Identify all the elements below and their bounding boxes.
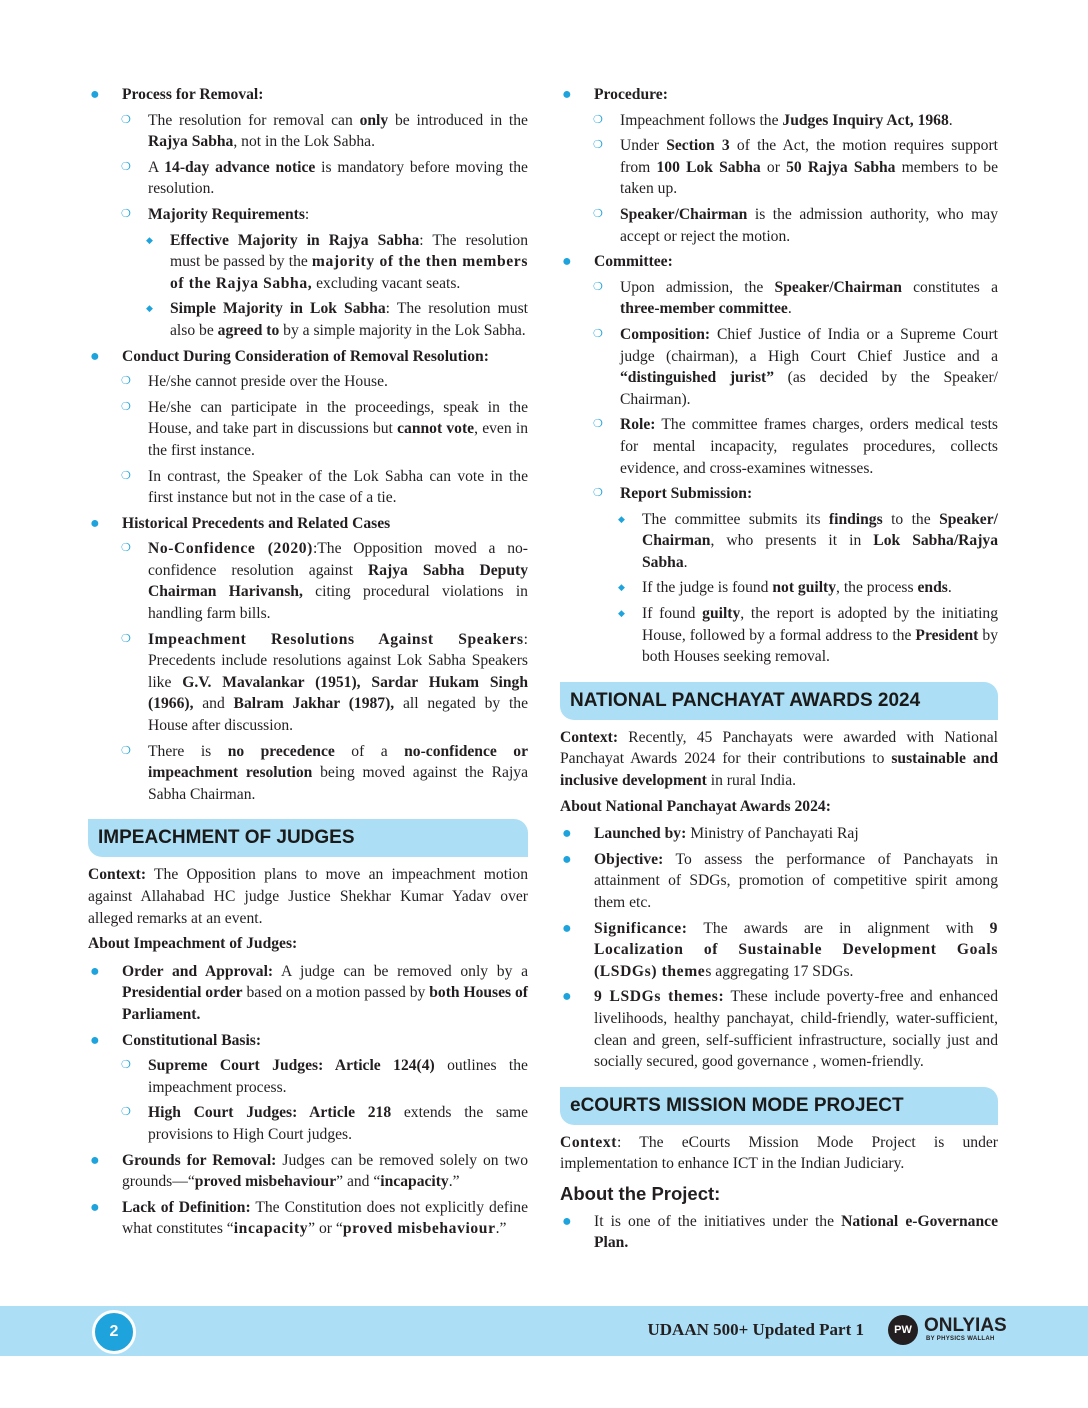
text-bold: Simple Majority in Lok Sabha (170, 300, 386, 318)
bullet-marker: ◆ (618, 582, 625, 593)
list-item (560, 110, 998, 132)
bullet-marker: ◆ (618, 513, 625, 524)
text-bold: Order and Approval: (122, 962, 274, 980)
text-bold: only (359, 111, 389, 129)
text: The awards are in alignment with (687, 919, 990, 937)
bullet-initiative (560, 1211, 998, 1254)
text: There is (148, 742, 228, 760)
bullet-conduct (88, 346, 528, 368)
text: The Opposition plans to move an impeachment motion against Allahabad HC judge Justice Shekhar Kumar Yadav over alleged remarks at an event. (88, 866, 528, 927)
text-bold: About National Panchayat Awards 2024: (560, 797, 831, 815)
text-bold: 50 Rajya Sabha (786, 158, 896, 176)
text: These include poverty-free and enhanced livelihoods, healthy panchayat, child-friendly, water-sufficient, clean and green, self-sufficient infrastructure, socially just and socially secured, good governance , women-friendly. (594, 988, 998, 1071)
subsection-title: Procedure: (594, 86, 668, 103)
onlyias-logo (888, 1315, 1007, 1347)
footer-title: UDAAN 500+ Updated Part 1 (647, 1320, 864, 1339)
page-number-badge: 2 (92, 1310, 136, 1354)
subsection-title: Process for Removal: (122, 86, 264, 103)
text: of a (334, 742, 405, 760)
section-heading-panchayat: NATIONAL PANCHAYAT AWARDS 2024 (560, 682, 998, 720)
text: : Precedents include resolutions against Lok Sabha Speakers like (148, 630, 528, 691)
text: : The resolution must be passed by the (170, 231, 528, 271)
bullet-marker: ❍ (593, 207, 603, 220)
about-heading (560, 796, 998, 818)
list-item (88, 371, 528, 393)
text-bold: Speaker/ Chairman (642, 510, 998, 550)
text: The resolution for removal can (148, 111, 360, 129)
text: of the Act, the motion requires support from (620, 137, 998, 176)
text: , even in the first instance. (148, 420, 528, 459)
bullet-procedure (560, 84, 998, 106)
bullet-marker: ❍ (121, 207, 131, 220)
text-bold: Effective Majority in Rajya Sabha (170, 231, 420, 249)
text: citing procedural violations in handling farm bills. (148, 583, 528, 623)
bullet-lack-definition (88, 1197, 528, 1240)
section-heading-ecourts: eCOURTS MISSION MODE PROJECT (560, 1087, 998, 1125)
bullet-order (88, 961, 528, 1026)
text: by a simple majority in the Lok Sabha. (279, 321, 526, 339)
text-bold: President (915, 626, 979, 644)
text-bold: 9 Localization of Sustainable Development Goals (LSDGs) theme (594, 919, 998, 980)
text: A (148, 158, 165, 176)
text-bold: Majority Requirements (148, 205, 305, 223)
list-item (88, 1055, 528, 1098)
list-item (560, 414, 998, 479)
text-bold: ends (917, 579, 948, 597)
context-paragraph (88, 864, 528, 929)
bullet-marker: ● (562, 919, 572, 937)
bullet-themes (560, 986, 998, 1072)
text: Under (620, 137, 667, 155)
text: , who presents it in (710, 532, 874, 550)
text-bold: not guilty (772, 579, 837, 597)
text-bold: “distinguished jurist” (620, 369, 775, 387)
text: The Constitution does not explicitly define what constitutes “ (122, 1198, 528, 1238)
text-bold: guilty (702, 605, 741, 623)
text: To assess the performance of Panchayats in attainment of SDGs, promotion of competitive spirit among them etc. (594, 850, 998, 911)
list-item (88, 538, 528, 624)
text-bold: Report Submission: (620, 485, 753, 503)
context-label: Context: (560, 728, 619, 746)
bullet-marker: ● (562, 1212, 572, 1230)
text-bold: 100 Lok Sabha (656, 158, 761, 176)
text-bold: Speaker/Chairman (774, 278, 902, 296)
text-bold: Objective: (594, 850, 664, 868)
list-item (88, 110, 528, 153)
text: Upon admission, the (620, 278, 775, 296)
list-item (560, 135, 998, 200)
about-heading (88, 933, 528, 955)
text: It is one of the initiatives under the (594, 1212, 842, 1230)
subsection-title: Constitutional Basis: (122, 1031, 262, 1049)
text: , the report is adopted by the initiating House, followed by a formal address to the (642, 605, 998, 644)
text-bold: Composition: (620, 325, 711, 343)
text: :The Opposition moved a no-confidence resolution against (148, 540, 528, 579)
text: in rural India. (706, 772, 797, 790)
subsection-title: Committee: (594, 253, 673, 271)
bullet-marker: ❍ (121, 160, 131, 173)
bullet-marker: ❍ (593, 487, 603, 500)
text: : The eCourts Mission Mode Project is under implementation to enhance ICT in the Indian Judiciary. (560, 1133, 998, 1173)
bullet-marker: ❍ (593, 139, 603, 152)
text: : The resolution must also be (170, 300, 529, 339)
bullet-removal-process (88, 84, 528, 106)
sub-list-item (560, 577, 998, 599)
pw-logo-icon: PW (888, 1315, 918, 1345)
bullet-marker: ● (90, 86, 100, 103)
text: Ministry of Panchayati Raj (686, 825, 859, 843)
text-bold: 9 LSDGs themes: (594, 988, 725, 1006)
text: He/she cannot preside over the House. (148, 373, 388, 391)
text-bold: Judges Inquiry Act, 1968 (782, 111, 949, 129)
bullet-marker: ❍ (121, 375, 131, 388)
sub-list-item (88, 298, 528, 341)
text-bold: proved misbehaviour (194, 1173, 337, 1191)
section-heading-impeachment: IMPEACHMENT OF JUDGES (88, 819, 528, 857)
text-bold: no precedence (227, 742, 335, 760)
text: If found (642, 605, 703, 623)
bullet-significance (560, 918, 998, 983)
text-bold: sustainable and inclusive development (560, 750, 998, 790)
text-bold: Launched by: (594, 825, 687, 843)
text: . (787, 300, 792, 318)
bullet-marker: ❍ (121, 744, 131, 757)
bullet-marker: ● (562, 988, 572, 1006)
text: Recently, 45 Panchayats were awarded with National Panchayat Awards 2024 for their contributions to (560, 728, 998, 768)
text: The committee frames charges, orders medical tests for mental incapacity, regulates procedures, collects evidence, and cross-examines witnesses. (620, 416, 998, 477)
left-column (88, 84, 528, 1244)
context-paragraph (560, 727, 998, 792)
list-item (88, 741, 528, 806)
text-bold: Lok Sabha/Rajya Sabha (642, 532, 998, 571)
context-label: Context: (88, 866, 147, 884)
bullet-marker: ◆ (146, 234, 153, 245)
text-bold: No-Confidence (2020) (148, 540, 313, 558)
bullet-marker: ● (562, 850, 572, 868)
bullet-marker: ● (90, 347, 100, 365)
text-bold: both Houses of Parliament. (122, 984, 528, 1023)
text: , not in the Lok Sabha. (233, 133, 375, 151)
text-bold: majority of the then members of the Rajya Sabha, (170, 253, 528, 292)
context-paragraph (560, 1132, 998, 1175)
text: members to be taken up. (620, 158, 999, 198)
bullet-marker: ● (90, 1031, 100, 1049)
text: extends the same provisions to High Court judges. (148, 1104, 529, 1143)
bullet-launched (560, 823, 998, 845)
text-bold: Balram Jakhar (1987), (233, 695, 395, 713)
text: constitutes a (901, 278, 998, 296)
context-label: Context (560, 1133, 618, 1151)
text: being moved against the Rajya Sabha Chairman. (148, 764, 528, 803)
text: excluding vacant seats. (312, 274, 461, 292)
text: , the process (836, 579, 918, 597)
text-bold: Supreme Court Judges: Article 124(4) (148, 1057, 435, 1075)
text: He/she can participate in the proceedings, speak in the House, and take part in discussions but (148, 398, 528, 438)
bullet-objective (560, 849, 998, 914)
text-bold: Role: (620, 416, 656, 434)
text: A judge can be removed only by a (273, 962, 528, 980)
text: : (304, 205, 310, 223)
text: . (947, 579, 952, 597)
logo-subtext: BY PHYSICS WALLAH (926, 1336, 995, 1342)
list-item (88, 629, 528, 737)
bullet-grounds (88, 1150, 528, 1193)
text: . (948, 111, 953, 129)
list-item (88, 466, 528, 509)
list-item (560, 483, 998, 505)
bullet-marker: ● (562, 253, 572, 271)
bullet-marker: ❍ (121, 632, 131, 645)
text: .” (495, 1220, 507, 1238)
list-item (88, 157, 528, 200)
text: to the (882, 510, 940, 528)
text-bold: incapacity (233, 1220, 309, 1238)
text-bold: Speaker/Chairman (620, 205, 748, 223)
text: ” or “ (308, 1220, 343, 1238)
text-bold: three-member committee (620, 300, 788, 318)
text-bold: Impeachment Resolutions Against Speakers (148, 630, 524, 648)
bullet-marker: ❍ (121, 469, 131, 482)
text-bold: incapacity (380, 1173, 449, 1191)
text-bold: Lack of Definition: (122, 1198, 251, 1216)
bullet-constitutional (88, 1030, 528, 1052)
text-bold: Rajya Sabha (148, 133, 234, 151)
bullet-marker: ◆ (618, 608, 625, 619)
bullet-marker: ● (90, 1198, 100, 1216)
text-bold: proved misbehaviour (342, 1220, 496, 1238)
text: The committee submits its (642, 510, 829, 528)
bullet-marker: ● (90, 1151, 100, 1169)
logo-text: ONLYIAS (924, 1315, 1007, 1336)
text-bold: G.V. Mavalankar (1951), Sardar Hukam Singh (1966), (148, 673, 528, 713)
text: based on a motion passed by (242, 984, 430, 1002)
bullet-marker: ● (90, 962, 100, 980)
text-bold: cannot vote (397, 420, 475, 438)
bullet-committee (560, 251, 998, 273)
text: by both Houses seeking removal. (642, 626, 998, 666)
text: If the judge is found (642, 579, 773, 597)
list-item (88, 204, 528, 226)
bullet-marker: ❍ (593, 280, 603, 293)
text: is the admission authority, who may accept or reject the motion. (620, 205, 998, 245)
sub-list-item (88, 230, 528, 295)
text-bold: no-confidence or impeachment resolution (148, 742, 528, 782)
text: s aggregating 17 SDGs. (705, 962, 854, 980)
text: Judges can be removed solely on two grounds—“ (122, 1151, 528, 1191)
subsection-title: Conduct During Consideration of Removal Resolution: (122, 347, 489, 365)
bullet-marker: ● (562, 825, 572, 843)
text-bold: National e-Governance Plan. (594, 1212, 998, 1252)
about-project-heading: About the Project: (560, 1182, 721, 1204)
bullet-marker: ❍ (121, 542, 131, 555)
text: Chief Justice of India or a Supreme Court judge (chairman), a High Court Chief Justice and a (620, 325, 998, 365)
list-item (560, 324, 998, 410)
text-bold: agreed to (217, 321, 280, 339)
text: ” and “ (336, 1173, 381, 1191)
text: .” (448, 1173, 460, 1191)
text-bold: High Court Judges: Article 218 (148, 1104, 392, 1122)
bullet-historical (88, 513, 528, 535)
bullet-marker: ❍ (593, 113, 603, 126)
text-bold: Grounds for Removal: (122, 1151, 277, 1169)
sub-list-item (560, 509, 998, 574)
bullet-marker: ● (562, 86, 572, 103)
text-bold: findings (828, 510, 883, 528)
text: . (683, 553, 688, 571)
list-item (88, 397, 528, 462)
text: or (760, 158, 787, 176)
list-item (560, 204, 998, 247)
text-bold: About Impeachment of Judges: (88, 935, 298, 953)
list-item (560, 277, 998, 320)
text: In contrast, the Speaker of the Lok Sabha can vote in the first instance but not in the case of a tie. (148, 467, 528, 507)
bullet-marker: ◆ (146, 303, 153, 314)
text: outlines the impeachment process. (148, 1057, 528, 1096)
bullet-marker: ❍ (121, 1106, 131, 1119)
text-bold: 14-day advance notice (164, 158, 316, 176)
list-item (88, 1102, 528, 1145)
text: is mandatory before moving the resolution. (148, 158, 528, 198)
text-bold: Rajya Sabha Deputy Chairman Harivansh, (148, 561, 528, 601)
text: and (193, 695, 234, 713)
bullet-marker: ❍ (593, 327, 603, 340)
subsection-title: Historical Precedents and Related Cases (122, 514, 391, 532)
text-bold: Section 3 (666, 137, 730, 155)
text: all negated by the House after discussion. (148, 695, 528, 735)
bullet-marker: ❍ (593, 418, 603, 431)
bullet-marker: ❍ (121, 1059, 131, 1072)
text: be introduced in the (388, 111, 528, 129)
text: (as decided by the Speaker/ Chairman). (620, 369, 998, 408)
bullet-marker: ❍ (121, 400, 131, 413)
right-column (560, 84, 998, 1258)
bullet-marker: ● (90, 514, 100, 532)
sub-list-item (560, 603, 998, 668)
text-bold: Significance: (594, 919, 688, 937)
bullet-marker: ❍ (121, 113, 131, 126)
text-bold: Presidential order (122, 984, 243, 1002)
text: Impeachment follows the (620, 111, 783, 129)
